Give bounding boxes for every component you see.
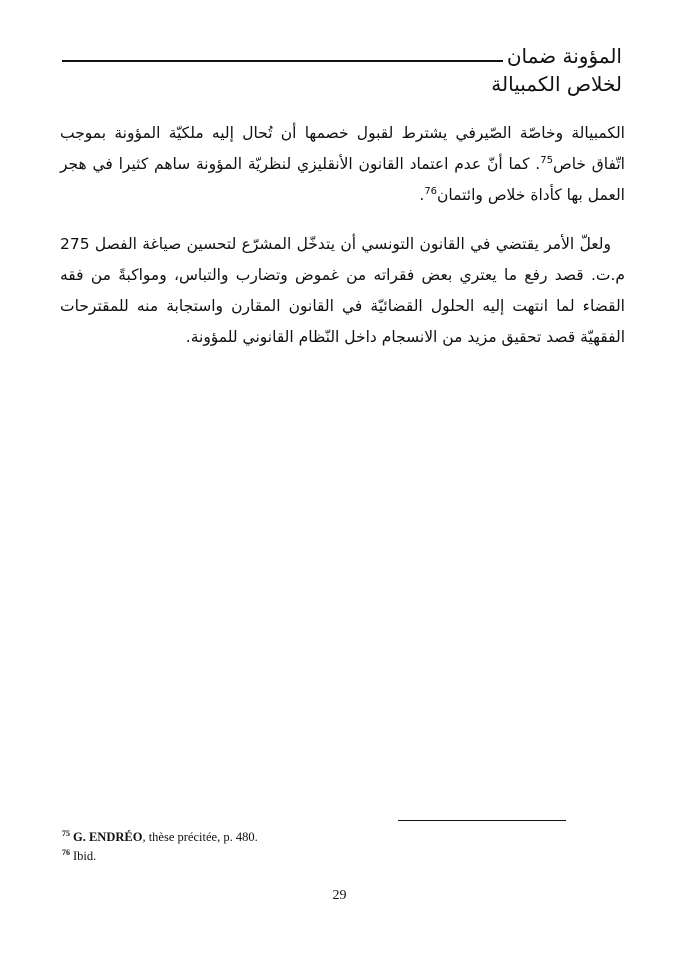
header-subtitle: لخلاص الكمبيالة bbox=[491, 72, 622, 96]
page-header bbox=[62, 38, 622, 100]
footnote-number: 75 bbox=[62, 829, 70, 838]
paragraph: ولعلّ الأمر يقتضي في القانون التونسي أن يتدخّل المشرّع لتحسين صياغة الفصل 275 م.ت. قصد رفع ما يعتري بعض فقراته من غموض وتضارب والتباس، ومواكبةً من فقه القضاء لما انتهت إليه الحلول القضائيّة في القانون المقارن واستجابة منه للمقترحات الفقهيّة قصد تحقيق مزيد من الانسجام داخل النّظام القانوني للمؤونة. bbox=[60, 235, 625, 346]
paragraph-text: الكمبيالة وخاصّة الصّيرفي يشترط لقبول خصمها أن تُحال إليه ملكيّة المؤونة بموجب اتّفاق خاص bbox=[60, 124, 625, 173]
footnote bbox=[62, 826, 462, 845]
header-title: المؤونة ضمان bbox=[506, 44, 622, 68]
footnote-text: Ibid. bbox=[73, 849, 97, 864]
page-number: 29 bbox=[332, 888, 347, 903]
paragraph-text: . كما أنّ عدم اعتماد القانون الأنقليزي لنظريّة المؤونة ساهم كثيرا في هجر العمل بها كأداة خلاص وائتمان bbox=[60, 155, 625, 204]
footnote-separator bbox=[398, 820, 566, 821]
body-text bbox=[60, 118, 625, 353]
header-line bbox=[62, 38, 622, 68]
footnote-ref: 75 bbox=[540, 154, 553, 166]
header-rule bbox=[62, 60, 503, 62]
paragraph bbox=[60, 118, 625, 211]
footnotes bbox=[62, 826, 462, 864]
footnote-number: 76 bbox=[62, 848, 70, 858]
footnote-text: , thèse précitée, p. 480. bbox=[142, 830, 258, 845]
paragraph-text: . bbox=[419, 186, 425, 204]
footnote bbox=[62, 845, 462, 864]
footnote-author: G. ENDRÉO bbox=[73, 830, 143, 845]
footnote-ref: 76 bbox=[424, 185, 438, 197]
